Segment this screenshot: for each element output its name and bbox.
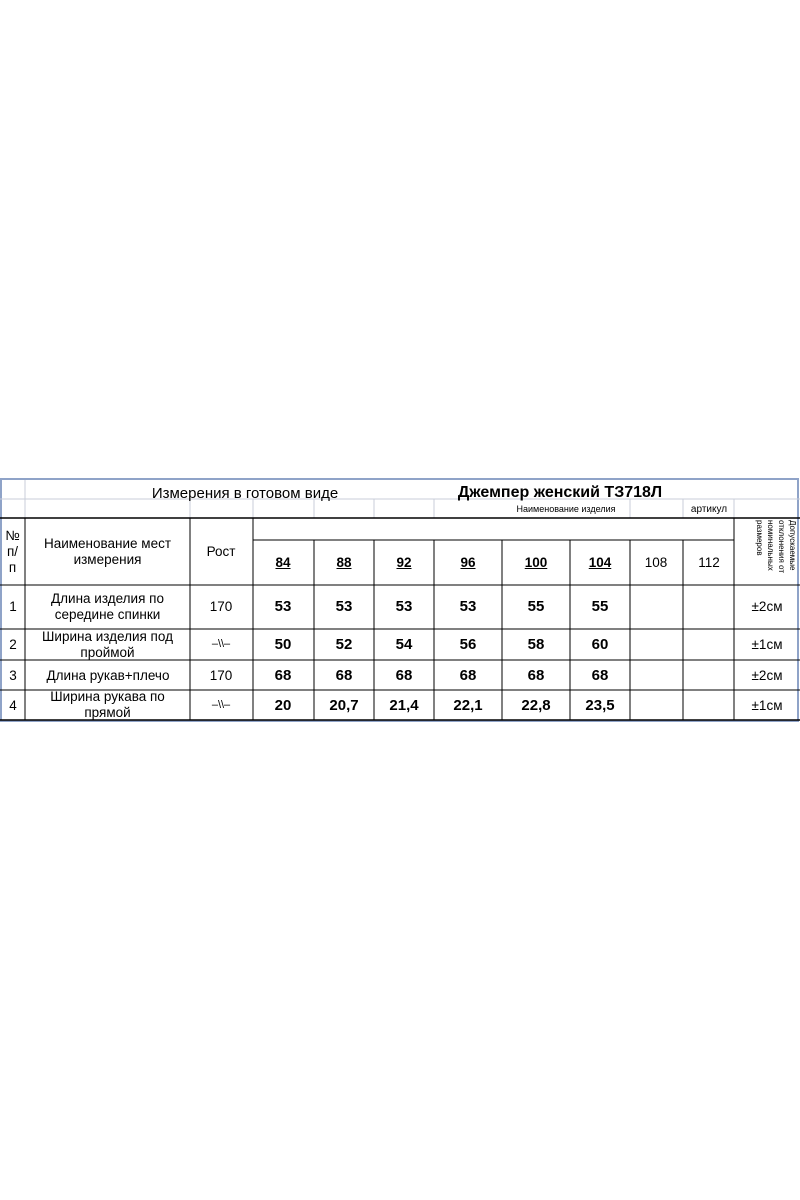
size-value: 21,4 bbox=[389, 697, 419, 714]
sheet-title: Измерения в готовом виде bbox=[151, 485, 339, 502]
size-value: 56 bbox=[459, 636, 477, 653]
row-name-line: проймой bbox=[80, 645, 135, 660]
size-value: 53 bbox=[335, 598, 353, 615]
size-header: 96 bbox=[460, 555, 476, 570]
row-number: 1 bbox=[9, 599, 17, 614]
size-header: 88 bbox=[336, 555, 352, 570]
size-value: 58 bbox=[527, 636, 545, 653]
header-tolerance-line: отклонения от bbox=[777, 520, 786, 573]
product-name-caption: Наименование изделия bbox=[516, 504, 616, 514]
size-value: 68 bbox=[395, 667, 413, 684]
header-number-line: п bbox=[8, 560, 17, 575]
size-value: 22,8 bbox=[521, 697, 551, 714]
size-value: 68 bbox=[335, 667, 353, 684]
size-value: 55 bbox=[527, 598, 545, 615]
size-value: 53 bbox=[395, 598, 413, 615]
size-value: 20,7 bbox=[329, 697, 359, 714]
size-value: 53 bbox=[459, 598, 477, 615]
size-header: 92 bbox=[396, 555, 412, 570]
size-value: 52 bbox=[335, 636, 353, 653]
row-measurement-name: Длина рукав+плечо bbox=[46, 668, 170, 683]
row-number: 2 bbox=[9, 637, 17, 652]
size-value: 54 bbox=[395, 636, 413, 653]
row-measurement-name bbox=[25, 629, 190, 661]
header-number-line: № bbox=[5, 528, 20, 543]
row-name-line: Ширина изделия под bbox=[42, 629, 173, 644]
header-number-line: п/ bbox=[6, 544, 19, 559]
size-value: 53 bbox=[274, 598, 292, 615]
size-header: 100 bbox=[524, 555, 548, 570]
article-caption: артикул bbox=[690, 504, 728, 515]
row-measurement-name bbox=[25, 689, 190, 721]
row-name-line: середине спинки bbox=[54, 607, 161, 622]
product-title: Джемпер женский ТЗ718Л bbox=[457, 484, 663, 501]
row-height: 170 bbox=[209, 668, 233, 683]
row-height: 170 bbox=[209, 599, 233, 614]
header-tolerance-line: размеров bbox=[755, 520, 764, 556]
size-value: 68 bbox=[527, 667, 545, 684]
size-value: 68 bbox=[274, 667, 292, 684]
row-height: –\\– bbox=[211, 699, 231, 711]
row-tolerance: ±1см bbox=[751, 698, 783, 713]
row-number: 4 bbox=[9, 698, 17, 713]
header-name-line: измерения bbox=[73, 552, 142, 567]
header-number bbox=[0, 528, 25, 576]
size-value: 20 bbox=[274, 697, 292, 714]
size-value: 68 bbox=[591, 667, 609, 684]
size-value: 55 bbox=[591, 598, 609, 615]
row-tolerance: ±2см bbox=[751, 668, 783, 683]
header-height: Рост bbox=[206, 544, 236, 559]
row-number: 3 bbox=[9, 668, 17, 683]
header-tolerance bbox=[738, 518, 796, 582]
size-header: 84 bbox=[275, 555, 291, 570]
size-header: 108 bbox=[644, 555, 668, 570]
size-value: 22,1 bbox=[453, 697, 483, 714]
row-name-line: Длина изделия по bbox=[51, 591, 164, 606]
size-value: 68 bbox=[459, 667, 477, 684]
row-name-line: Ширина рукава по bbox=[50, 689, 165, 704]
row-tolerance: ±2см bbox=[751, 599, 783, 614]
size-value: 50 bbox=[274, 636, 292, 653]
size-value: 23,5 bbox=[585, 697, 615, 714]
size-header: 104 bbox=[588, 555, 612, 570]
measurement-sheet bbox=[0, 478, 800, 722]
row-measurement-name bbox=[25, 591, 190, 623]
row-tolerance: ±1см bbox=[751, 637, 783, 652]
header-tolerance-line: Допускаемые bbox=[788, 520, 797, 571]
header-tolerance-line: номинальных bbox=[766, 520, 775, 571]
size-header: 112 bbox=[698, 555, 720, 570]
header-name-line: Наименование мест bbox=[43, 536, 172, 551]
size-value: 60 bbox=[591, 636, 609, 653]
row-height: –\\– bbox=[211, 638, 231, 650]
header-measurement-name bbox=[25, 536, 190, 568]
row-name-line: прямой bbox=[84, 705, 131, 720]
